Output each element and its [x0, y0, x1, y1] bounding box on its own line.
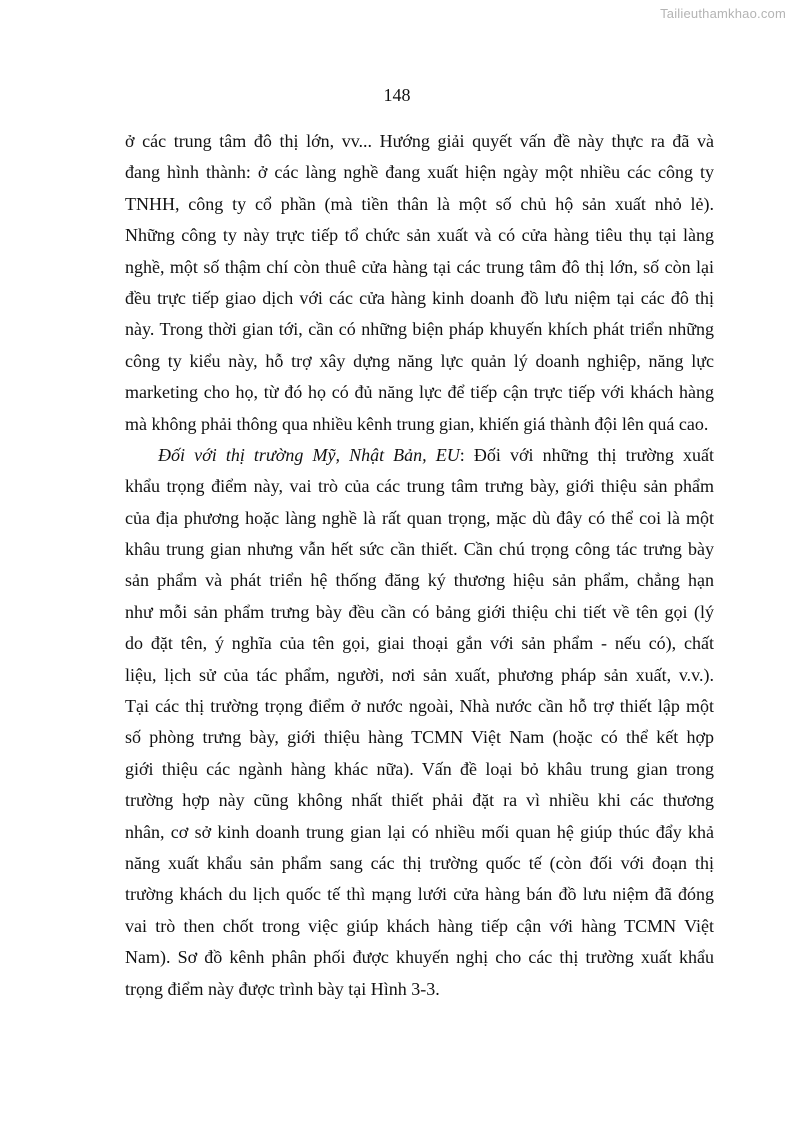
text-line: sản phẩm và phát triển hệ thống đăng ký thương hiệu sản phẩm, chẳng hạn	[125, 570, 714, 591]
text-line: đều trực tiếp giao dịch với các cửa hàng kinh doanh đồ lưu niệm tại các đô thị	[125, 287, 714, 308]
text-line: Nam). Sơ đồ kênh phân phối được khuyến nghị cho các thị trường xuất khẩu	[125, 947, 714, 968]
text-span: : Đối với những thị trường xuất	[459, 444, 714, 465]
text-line: đang hình thành: ở các làng nghề đang xuất hiện ngày một nhiều các công ty	[125, 162, 714, 183]
italic-lead: Đối với thị trường Mỹ, Nhật Bản, EU	[158, 444, 460, 465]
text-line: nghề, một số thậm chí còn thuê cửa hàng tại các trung tâm đô thị lớn, số còn lại	[125, 256, 714, 277]
text-line: của địa phương hoặc làng nghề là rất quan trọng, mặc dù đây có thể coi là một	[125, 507, 714, 528]
text-line: mà không phải thông qua nhiều kênh trung gian, khiến giá thành đội lên quá cao.	[125, 413, 709, 434]
paragraph	[125, 440, 714, 1005]
page-number: 148	[383, 85, 411, 105]
text-line: Những công ty này trực tiếp tổ chức sản xuất và có cửa hàng tiêu thụ tại làng	[125, 225, 714, 246]
text-line: trường khách du lịch quốc tế thì mạng lưới cửa hàng bán đồ lưu niệm đã đóng	[125, 884, 714, 905]
text-line: như mỗi sản phẩm trưng bày đều cần có bảng giới thiệu chi tiết về tên gọi (lý	[125, 601, 714, 622]
text-line: liệu, lịch sử của tác phẩm, người, nơi sản xuất, phương pháp sản xuất, v.v.).	[125, 664, 714, 685]
text-line: vai trò then chốt trong việc giúp khách hàng tiếp cận với hàng TCMN Việt	[125, 915, 714, 936]
text-line: TNHH, công ty cổ phần (mà tiền thân là một số chủ hộ sản xuất nhỏ lẻ).	[125, 193, 714, 214]
text-line: ở các trung tâm đô thị lớn, vv... Hướng giải quyết vấn đề này thực ra đã và	[125, 131, 714, 151]
body-text	[125, 126, 714, 1005]
text-line: khẩu trọng điểm này, vai trò của các trung tâm trưng bày, giới thiệu sản phẩm	[125, 476, 714, 497]
text-line: trường hợp này cũng không nhất thiết phải đặt ra vì nhiều khi các thương	[125, 790, 714, 811]
text-line: do đặt tên, ý nghĩa của tên gọi, giai thoại gắn với sản phẩm - nếu có), chất	[125, 633, 714, 654]
text-line: này. Trong thời gian tới, cần có những biện pháp khuyến khích phát triển những	[125, 319, 714, 340]
text-line: khâu trung gian nhưng vẫn hết sức cần thiết. Cần chú trọng công tác trưng bày	[125, 539, 714, 560]
paragraph	[125, 126, 714, 440]
text-line: Tại các thị trường trọng điểm ở nước ngoài, Nhà nước cần hỗ trợ thiết lập một	[125, 696, 714, 717]
text-line: marketing cho họ, từ đó họ có đủ năng lực để tiếp cận trực tiếp với khách hàng	[125, 382, 714, 403]
text-line: công ty kiểu này, hỗ trợ xây dựng năng lực quản lý doanh nghiệp, năng lực	[125, 350, 714, 371]
text-line: nhân, cơ sở kinh doanh trung gian lại có nhiều mối quan hệ giúp thúc đẩy khả	[125, 821, 714, 842]
text-line: năng xuất khẩu sản phẩm sang các thị trường quốc tế (còn đối với đoạn thị	[125, 852, 714, 873]
text-line: số phòng trưng bày, giới thiệu hàng TCMN Việt Nam (hoặc có thể kết hợp	[125, 727, 714, 748]
watermark: Tailieuthamkhao.com	[660, 6, 786, 21]
text-line: trọng điểm này được trình bày tại Hình 3-3.	[125, 978, 440, 999]
text-line: giới thiệu các ngành hàng khác nữa). Vấn đề loại bỏ khâu trung gian trong	[125, 758, 714, 779]
text-line	[125, 440, 714, 471]
